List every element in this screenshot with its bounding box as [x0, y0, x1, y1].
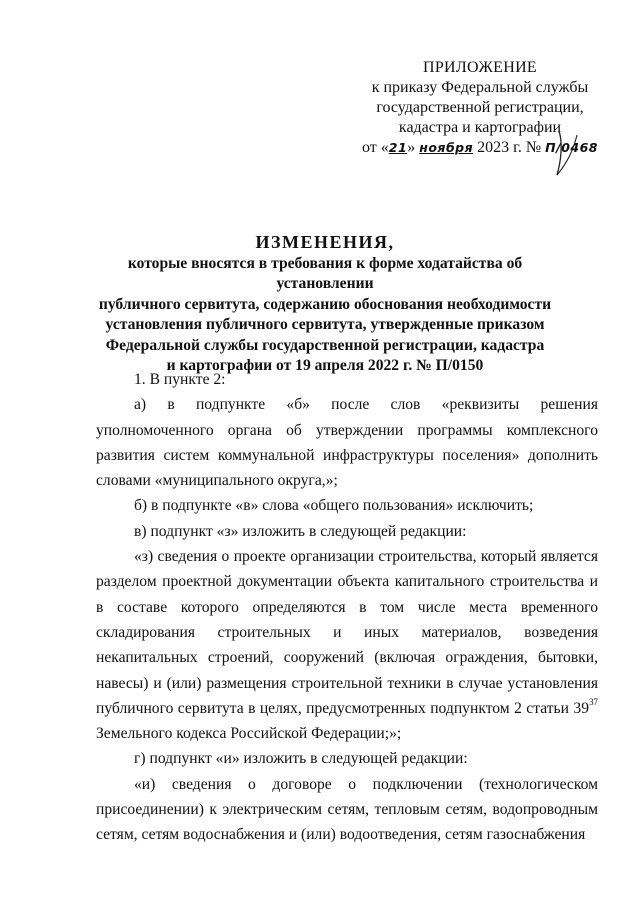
- heading-line-3: установления публичного сервитута, утвержденные приказом: [105, 316, 545, 333]
- paragraph-5-text: «з) сведения о проекте организации строительства, который является разделом проектной документации объекта капитального строительства и в составе которого определяются в том числе места временного складирования строительных и иных материалов, возведения некапитальных строений, сооружений (включая ограждения, бытовки, навесы) и (или) размещения строительной техники в случае установления публичного сервитута в целях, предусмотренных подпунктом 2 статьи 39: [96, 548, 598, 717]
- heading-title: ИЗМЕНЕНИЯ,: [255, 232, 395, 252]
- order-year: 2023 г. №: [477, 139, 542, 156]
- paragraph-3: б) в подпункте «в» слова «общего пользования» исключить;: [134, 497, 534, 515]
- paragraph-6: г) подпункт «и» изложить в следующей редакции:: [134, 750, 468, 768]
- heading-line-1: которые вносятся в требования к форме ходатайства об установлении: [127, 254, 523, 292]
- paragraph-5: [96, 544, 598, 746]
- appendix-line-2: государственной регистрации,: [376, 99, 584, 116]
- heading-line-4: Федеральной службы государственной регистрации, кадастра: [105, 336, 545, 354]
- appendix-line-1: к приказу Федеральной службы: [371, 79, 589, 96]
- date-prefix: от «: [362, 139, 389, 156]
- date-mid: »: [407, 139, 416, 156]
- signature-stroke: [553, 123, 613, 178]
- heading-block: [90, 232, 560, 377]
- order-month: ноября: [419, 140, 474, 155]
- order-number: П/0468: [545, 140, 598, 155]
- paragraph-2: а) в подпункте «б» после слов «реквизиты решения уполномоченного органа об утверждении программы комплексного развития систем коммунальной инфраструктуры поселения» дополнить словами «муниципального округа,»;: [96, 396, 598, 490]
- body-text: [96, 367, 598, 848]
- paragraph-5-end: Земельного кодекса Российской Федерации;»;: [96, 725, 402, 743]
- appendix-line-3: кадастра и картографии: [398, 119, 562, 136]
- paragraph-7: «и) сведения о договоре о подключении (технологическом присоединении) к электрическим сетям, тепловым сетям, водопроводным сетям, сетям водоснабжения и (или) водоотведения, сетям газоснабжения: [96, 775, 598, 844]
- paragraph-1: 1. В пункте 2:: [134, 371, 226, 388]
- heading-line-5: и картографии от 19 апреля 2022 г. № П/0150: [166, 357, 484, 374]
- order-day: 21: [388, 140, 408, 155]
- article-superscript: 37: [589, 696, 598, 707]
- paragraph-4: в) подпункт «з» изложить в следующей редакции:: [134, 522, 467, 540]
- appendix-title: ПРИЛОЖЕНИЕ: [422, 59, 537, 76]
- heading-line-2: публичного сервитута, содержанию обоснования необходимости: [98, 295, 552, 313]
